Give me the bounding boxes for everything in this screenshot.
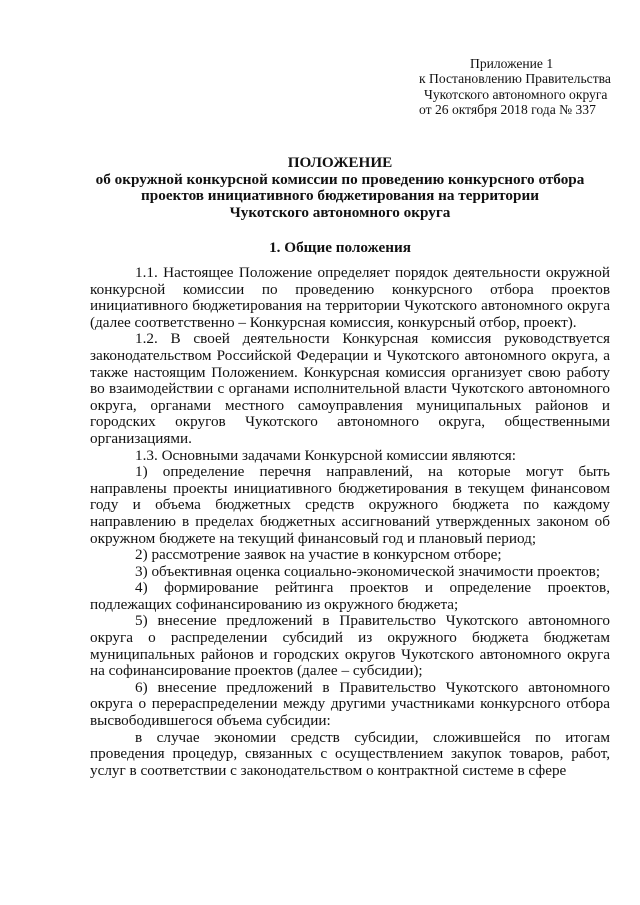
- list-item: 4) формирование рейтинга проектов и определение проектов, подлежащих софинансированию из окружного бюджета;: [90, 579, 610, 613]
- list-item: 2) рассмотрение заявок на участие в конкурсном отборе;: [135, 546, 502, 564]
- section-heading: 1. Общие положения: [269, 239, 411, 256]
- annex-line: от 26 октября 2018 года № 337: [419, 102, 596, 118]
- annex-line: Приложение 1: [470, 56, 554, 71]
- paragraph: в случае экономии средств субсидии, сложившейся по итогам проведения процедур, связанных с осуществлением закупок товаров, работ, услуг в соответствии с законодательством о контрактной системе в сфере: [90, 728, 610, 779]
- paragraph: 1.1. Настоящее Положение определяет порядок деятельности окружной конкурсной комиссии по проведению конкурсного отбора проектов инициативного бюджетирования на территории Чукотского автономного округа (далее соответственно – Конкурсная комиссия, конкурсный отбор, проект).: [90, 264, 610, 331]
- list-item: 5) внесение предложений в Правительство Чукотского автономного округа о распределении субсидий из окружного бюджета бюджетам муниципальных районов и городских округов Чукотского автономного округа на софинансирование проектов (далее – субсидии);: [90, 612, 610, 680]
- annex-line: к Постановлению Правительства: [419, 71, 611, 87]
- document-title: [70, 155, 610, 221]
- paragraph: 1.3. Основными задачами Конкурсной комиссии являются:: [135, 446, 517, 464]
- title-line: проектов инициативного бюджетирования на территории: [141, 187, 539, 205]
- document-body: [90, 265, 610, 779]
- annex-line: Чукотского автономного округа: [424, 86, 608, 102]
- list-item: 3) объективная оценка социально-экономической значимости проектов;: [135, 562, 601, 580]
- paragraph: 1.2. В своей деятельности Конкурсная комиссия руководствуется законодательством Российской Федерации и Чукотского автономного округа, а также настоящим Положением. Конкурсная комиссия организует свою работу во взаимодействии с органами исполнительной власти Чукотского автономного округа, органами местного самоуправления муниципальных районов и городских округов Чукотского автономного округа, общественными организациями.: [90, 330, 610, 447]
- annex-header: [419, 56, 624, 118]
- title-line: Чукотского автономного округа: [229, 203, 451, 221]
- list-item: 1) определение перечня направлений, на которые могут быть направлены проекты инициативного бюджетирования в текущем финансовом году и объема бюджетных средств окружного бюджета по каждому направлению в пределах бюджетных ассигнований утвержденных законом об окружном бюджете на текущий финансовый год и плановый период;: [90, 463, 610, 547]
- title-line: об окружной конкурсной комиссии по проведению конкурсного отбора: [95, 170, 585, 188]
- list-item: 6) внесение предложений в Правительство Чукотского автономного округа о перераспределении между другими участниками конкурсного отбора высвободившегося объема субсидии:: [90, 678, 610, 730]
- title-heading: ПОЛОЖЕНИЕ: [287, 154, 393, 171]
